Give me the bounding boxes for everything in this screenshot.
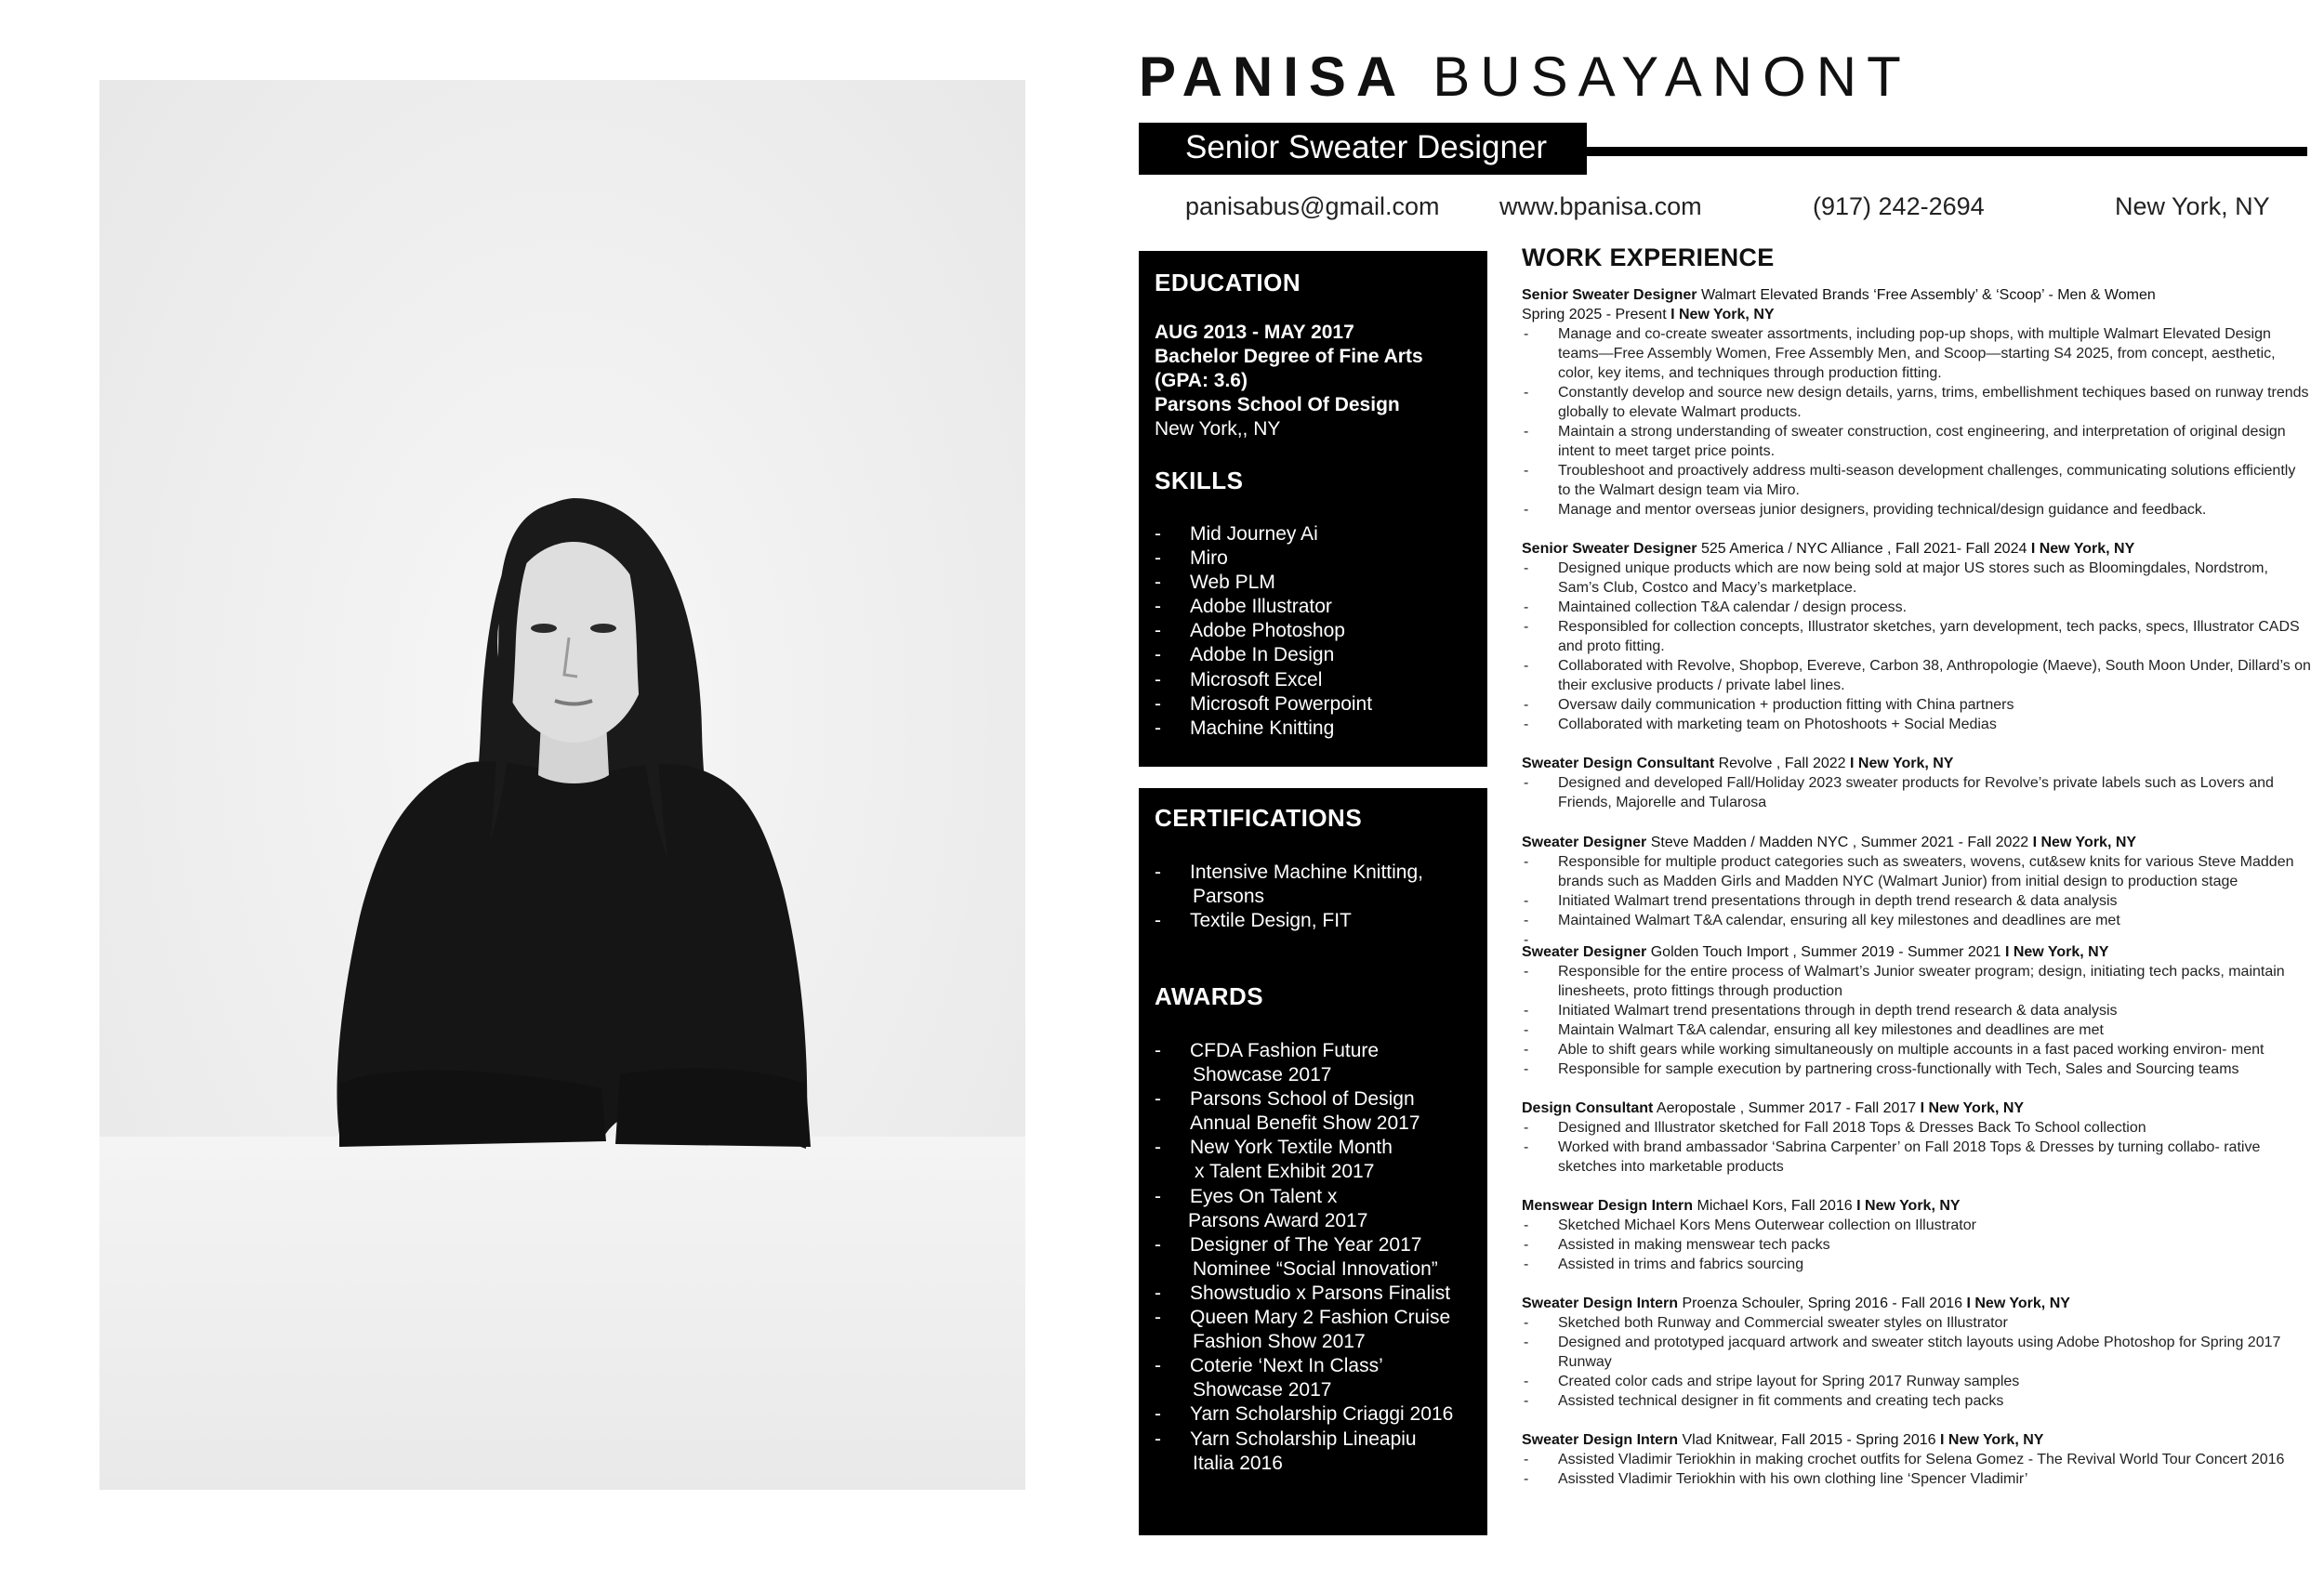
job-bullet: - Designed and Illustrator sketched for Fall 2018 Tops & Dresses Back To School collection xyxy=(1524,1119,2146,1136)
job-location: I New York, NY xyxy=(1940,1432,2044,1449)
job-location: I New York, NY xyxy=(1856,1197,1961,1214)
list-item: - Miro xyxy=(1155,547,1228,570)
job-company: Aeropostale , Summer 2017 - Fall 2017 xyxy=(1653,1099,1921,1116)
job-entry xyxy=(1522,1196,2312,1274)
title-rule xyxy=(1587,147,2307,156)
job-bullet: - Maintain a strong understanding of sweater construction, cost engineering, and interpretation of original design intent to meet target price points. xyxy=(1524,424,2286,459)
education-skills-panel xyxy=(1139,251,1487,767)
job-company: Vlad Knitwear, Fall 2015 - Spring 2016 xyxy=(1678,1432,1940,1449)
job-bullet: - Constantly develop and source new design details, yarns, trims, embellishment techiques based on runway trends globally to elevate Walmart products. xyxy=(1524,385,2309,420)
list-item: - Parsons School of Design xyxy=(1155,1088,1415,1111)
job-bullet: - Sketched Michael Kors Mens Outerwear collection on Illustrator xyxy=(1524,1217,1976,1233)
job-role: Sweater Designer xyxy=(1522,943,1647,960)
job-entry xyxy=(1522,1430,2312,1489)
job-header xyxy=(1522,754,2312,773)
awards-heading: AWARDS xyxy=(1155,982,1264,1010)
list-item-continuation: Fashion Show 2017 xyxy=(1193,1331,1366,1353)
job-bullet: - Responsibled for collection concepts, Illustrator sketches, yarn development, tech packs, specs, Illustrator CADS and proto fitting. xyxy=(1524,619,2300,655)
portrait-photo xyxy=(99,80,1025,1490)
list-item: - Queen Mary 2 Fashion Cruise xyxy=(1155,1307,1451,1329)
job-bullet: - Able to shift gears while working simultaneously on multiple accounts in a fast paced working environ- ment xyxy=(1524,1041,2265,1058)
job-bullet: - Collaborated with Revolve, Shopbop, Evereve, Carbon 38, Anthropologie (Maeve), South Moon Under, Dillard’s on their exclusive products / private label lines. xyxy=(1524,658,2311,694)
job-bullet: - Maintained collection T&A calendar / design process. xyxy=(1524,599,1908,616)
list-item-continuation: Parsons Award 2017 xyxy=(1188,1209,1368,1231)
job-bullet: - Asissted Vladimir Teriokhin with his own clothing line ‘Spencer Vladimir’ xyxy=(1524,1471,2028,1488)
job-header xyxy=(1522,539,2312,559)
education-degree: Bachelor Degree of Fine Arts xyxy=(1155,346,1423,367)
job-location: I New York, NY xyxy=(2030,541,2135,558)
list-item: - Intensive Machine Knitting, xyxy=(1155,862,1423,883)
job-role: Sweater Designer xyxy=(1522,834,1647,850)
skills-heading: SKILLS xyxy=(1155,467,1244,494)
education-city: New York,, NY xyxy=(1155,418,1281,440)
last-name: BUSAYANONT xyxy=(1433,46,1911,108)
job-dates: Spring 2025 - Present I New York, NY xyxy=(1522,307,1775,322)
education-dates: AUG 2013 - MAY 2017 xyxy=(1155,322,1354,343)
job-bullet: - Initiated Walmart trend presentations through in depth trend research & data analysis xyxy=(1524,892,2118,909)
job-bullet: - Oversaw daily communication + production fitting with China partners xyxy=(1524,697,2014,714)
job-header xyxy=(1522,1430,2312,1450)
job-entry xyxy=(1522,1099,2312,1177)
job-company: Golden Touch Import , Summer 2019 - Summer 2021 xyxy=(1646,943,2005,960)
first-name: PANISA xyxy=(1139,46,1407,108)
location: New York, NY xyxy=(2115,192,2270,220)
job-bullet: - Collaborated with marketing team on Photoshoots + Social Medias xyxy=(1524,717,1997,733)
job-entry xyxy=(1522,539,2312,734)
list-item-continuation: Italia 2016 xyxy=(1193,1452,1283,1474)
job-title: Senior Sweater Designer xyxy=(1185,129,1548,165)
work-experience-heading: WORK EXPERIENCE xyxy=(1522,243,1775,271)
work-experience-section xyxy=(1522,243,2312,1509)
list-item-continuation: Showcase 2017 xyxy=(1193,1064,1332,1086)
job-entry xyxy=(1522,1294,2312,1411)
job-location: I New York, NY xyxy=(1670,307,1775,322)
list-item: - Coterie ‘Next In Class’ xyxy=(1155,1355,1383,1377)
job-header xyxy=(1522,833,2312,852)
job-company: 525 America / NYC Alliance , Fall 2021- Fall 2024 xyxy=(1697,541,2031,558)
job-entry xyxy=(1522,942,2312,1079)
list-item: - Eyes On Talent x xyxy=(1155,1185,1338,1207)
job-location: I New York, NY xyxy=(1966,1296,2070,1312)
job-header xyxy=(1522,1099,2312,1118)
job-bullet: - Assisted in trims and fabrics sourcing xyxy=(1524,1256,1804,1272)
job-bullet: - Manage and co-create sweater assortments, including pop-up shops, with multiple Walmart Elevated Design teams—Free Assembly Women, Free Assembly Men, and Scoop—starting S4 2025, from concept, aesthetic, color, key items, and techniques through production fitting. xyxy=(1524,326,2276,381)
list-item: - Machine Knitting xyxy=(1155,717,1335,739)
job-location: I New York, NY xyxy=(2032,834,2137,850)
job-entry xyxy=(1522,754,2312,812)
job-company: Michael Kors, Fall 2016 xyxy=(1693,1197,1857,1214)
education-details xyxy=(1155,321,1423,441)
job-header xyxy=(1522,1196,2312,1216)
job-header xyxy=(1522,942,2312,962)
education-heading: EDUCATION xyxy=(1155,269,1301,296)
job-company: Proenza Schouler, Spring 2016 - Fall 2016 xyxy=(1678,1296,1967,1312)
certifications-heading: CERTIFICATIONS xyxy=(1155,804,1363,832)
job-bullet: - Sketched both Runway and Commercial sweater styles on Illustrator xyxy=(1524,1315,2008,1332)
list-item: - New York Textile Month xyxy=(1155,1137,1393,1159)
job-bullet: - xyxy=(1524,931,1529,948)
list-item: - Yarn Scholarship Lineapiu xyxy=(1155,1428,1417,1450)
job-bullet: - Manage and mentor overseas junior designers, providing technical/design guidance and feedback. xyxy=(1524,502,2207,518)
job-bullet: - Maintained Walmart T&A calendar, ensuring all key milestones and deadlines are met xyxy=(1524,912,2120,928)
job-entry xyxy=(1522,285,2312,520)
list-item: - Designer of The Year 2017 xyxy=(1155,1233,1422,1256)
list-item: - Textile Design, FIT xyxy=(1155,910,1352,932)
job-bullet: - Assisted Vladimir Teriokhin in making crochet outfits for Selena Gomez - The Revival World Tour Concert 2016 xyxy=(1524,1452,2285,1468)
list-item: - Web PLM xyxy=(1155,572,1275,594)
job-header xyxy=(1522,1294,2312,1313)
job-role: Sweater Design Intern xyxy=(1522,1296,1679,1312)
list-item: - Adobe Illustrator xyxy=(1155,596,1332,618)
job-bullet: - Designed unique products which are now being sold at major US stores such as Bloomingdales, Nordstrom, Sam’s Club, Costco and Macy’s marketplace. xyxy=(1524,560,2268,597)
email-link[interactable]: panisabus@gmail.com xyxy=(1185,192,1440,220)
job-bullet: - Maintain Walmart T&A calendar, ensuring all key milestones and deadlines are met xyxy=(1524,1021,2104,1038)
job-role: Design Consultant xyxy=(1522,1099,1654,1116)
job-bullet: - Responsible for the entire process of Walmart’s Junior sweater program; design, initiating tech packs, maintain linesheets, proto fittings through production xyxy=(1524,963,2285,999)
job-location: I New York, NY xyxy=(2004,943,2109,960)
education-school: Parsons School Of Design xyxy=(1155,394,1400,415)
job-bullet: - Troubleshoot and proactively address multi-season development challenges, communicating solutions efficiently to the Walmart design team via Miro. xyxy=(1524,463,2296,498)
list-item: - Adobe In Design xyxy=(1155,644,1335,666)
list-item-continuation: Nominee “Social Innovation” xyxy=(1193,1257,1438,1280)
job-bullet: - Designed and prototyped jacquard artwork and sweater stitch layouts using Adobe Photoshop for Spring 2017 Runway xyxy=(1524,1335,2281,1371)
job-bullet: - Assisted in making menswear tech packs xyxy=(1524,1236,1830,1253)
list-item: - Yarn Scholarship Criaggi 2016 xyxy=(1155,1403,1454,1426)
job-bullet: - Worked with brand ambassador ‘Sabrina Carpenter’ on Fall 2018 Tops & Dresses by turning collabo- rative sketches into marketable products xyxy=(1524,1138,2261,1175)
job-role: Menswear Design Intern xyxy=(1522,1197,1694,1214)
job-location: I New York, NY xyxy=(1920,1099,2025,1116)
list-item: - Microsoft Excel xyxy=(1155,668,1323,691)
job-bullet: - Responsible for sample execution by partnering cross-functionally with Tech, Sales and Sourcing teams xyxy=(1524,1060,2239,1077)
list-item: - Showstudio x Parsons Finalist xyxy=(1155,1282,1451,1304)
job-role: Sweater Design Intern xyxy=(1522,1432,1679,1449)
job-header xyxy=(1522,285,2312,305)
list-item-continuation: Annual Benefit Show 2017 xyxy=(1190,1112,1420,1135)
phone-number: (917) 242-2694 xyxy=(1813,192,1985,220)
education-gpa: (GPA: 3.6) xyxy=(1155,370,1248,391)
list-item-continuation: x Talent Exhibit 2017 xyxy=(1195,1161,1375,1183)
job-role: Senior Sweater Designer xyxy=(1522,541,1697,558)
list-item: - CFDA Fashion Future xyxy=(1155,1040,1380,1061)
job-bullet: - Designed and developed Fall/Holiday 2023 sweater products for Revolve’s private labels such as Lovers and Friends, Majorelle and Tularosa xyxy=(1524,775,2274,811)
list-item-continuation: Parsons xyxy=(1193,886,1265,908)
website-link[interactable]: www.bpanisa.com xyxy=(1499,192,1702,220)
certifications-list xyxy=(1155,861,1423,933)
job-company: Walmart Elevated Brands ‘Free Assembly’ & ‘Scoop’ - Men & Women xyxy=(1697,287,2156,303)
job-bullet: - Assisted technical designer in fit comments and creating tech packs xyxy=(1524,1393,2004,1410)
job-location: I New York, NY xyxy=(1850,756,1954,772)
job-entry xyxy=(1522,833,2312,948)
job-bullet: - Created color cads and stripe layout for Spring 2017 Runway samples xyxy=(1524,1374,2020,1390)
list-item-continuation: Showcase 2017 xyxy=(1193,1379,1332,1401)
full-name xyxy=(1139,45,1911,109)
job-company: Steve Madden / Madden NYC , Summer 2021 - Fall 2022 xyxy=(1646,834,2033,850)
list-item: - Mid Journey Ai xyxy=(1155,523,1318,545)
job-bullet: - Responsible for multiple product categories such as sweaters, wovens, cut&sew knits for various Steve Madden brands such as Madden Girls and Madden NYC (Walmart Junior) from initial design to production stage xyxy=(1524,853,2294,889)
skills-list xyxy=(1155,522,1372,741)
list-item: - Microsoft Powerpoint xyxy=(1155,692,1373,715)
job-bullet: - Initiated Walmart trend presentations through in depth trend research & data analysis xyxy=(1524,1002,2118,1019)
job-role: Senior Sweater Designer xyxy=(1522,287,1697,303)
list-item: - Adobe Photoshop xyxy=(1155,620,1345,642)
awards-list xyxy=(1155,1039,1453,1476)
job-role: Sweater Design Consultant xyxy=(1522,756,1715,772)
certifications-awards-panel xyxy=(1139,788,1487,1535)
job-company: Revolve , Fall 2022 xyxy=(1714,756,1851,772)
